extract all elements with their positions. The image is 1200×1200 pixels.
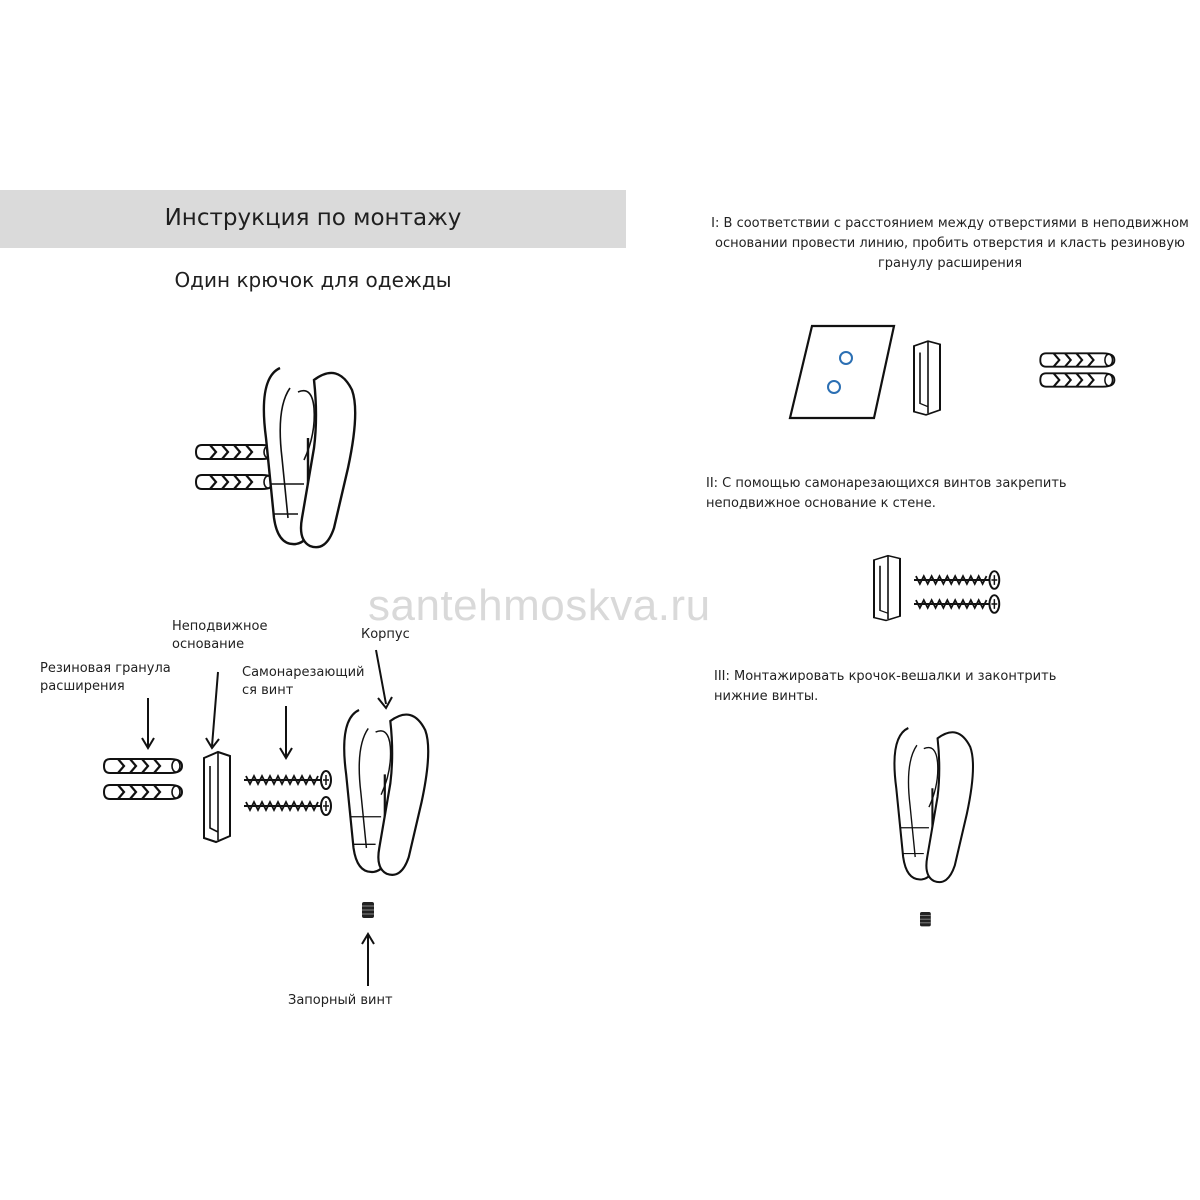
step-3-line2: нижние винты. xyxy=(714,689,819,704)
step-2-line1: II: С помощью самонарезающихся винтов закрепить xyxy=(706,476,1067,491)
step-2-illustration xyxy=(874,556,999,621)
label-rubber-plug-line1: Резиновая гранула xyxy=(40,661,171,676)
assembled-hook-illustration xyxy=(196,368,355,547)
label-rubber-plug-line2: расширения xyxy=(40,679,125,694)
page-subtitle: Один крючок для одежды xyxy=(174,268,452,292)
arrow-fixed-base xyxy=(206,672,219,748)
step-3-illustration xyxy=(894,728,973,926)
page-title: Инструкция по монтажу xyxy=(164,205,462,231)
arrow-lock-screw xyxy=(362,934,374,986)
step-1-illustration xyxy=(790,326,1114,418)
label-lock-screw: Запорный винт xyxy=(288,993,393,1008)
label-fixed-base-line1: Неподвижное xyxy=(172,619,268,634)
step-1-line1: I: В соответствии с расстоянием между отверстиями в неподвижном xyxy=(711,216,1189,231)
watermark: santehmoskva.ru xyxy=(368,581,711,630)
label-screw-line1: Самонарезающий xyxy=(242,665,365,680)
label-fixed-base-line2: основание xyxy=(172,637,245,652)
arrow-screw xyxy=(280,706,292,758)
step-3-line1: III: Монтажировать крочок-вешалки и законтрить xyxy=(714,669,1057,684)
arrow-body xyxy=(376,650,392,708)
label-screw-line2: ся винт xyxy=(242,683,294,698)
label-body: Корпус xyxy=(361,627,410,642)
arrow-rubber-plug xyxy=(142,698,154,748)
step-1-line3: гранулу расширения xyxy=(877,256,1023,271)
step-1-line2: основании провести линию, пробить отверстия и класть резиновую xyxy=(715,236,1185,251)
step-2-line2: неподвижное основание к стене. xyxy=(706,496,936,511)
